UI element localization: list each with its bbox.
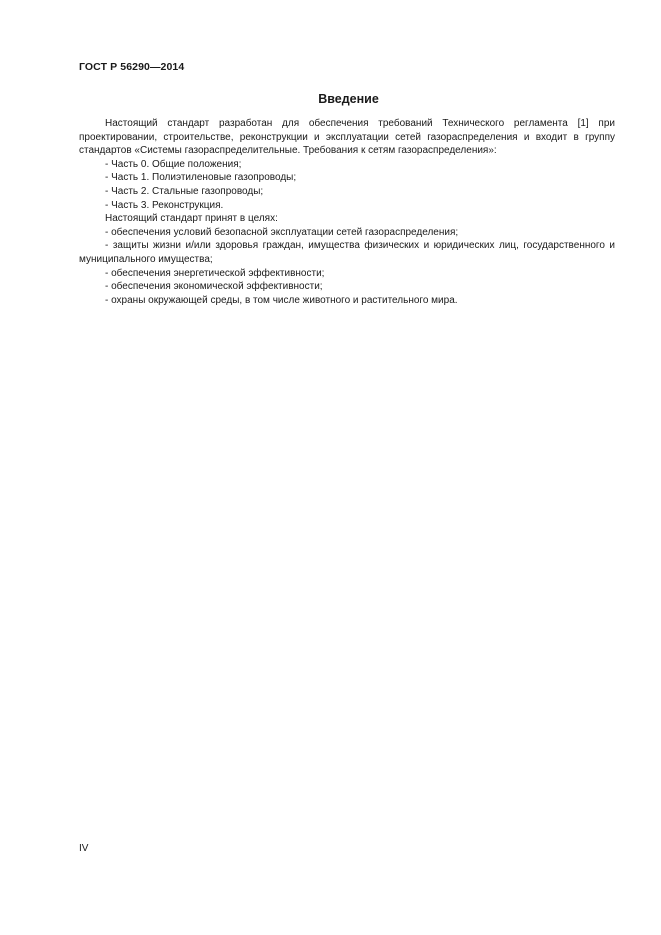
purpose-intro: Настоящий стандарт принят в целях: <box>105 213 278 225</box>
goal-item: - обеспечения экономической эффективности; <box>105 281 323 293</box>
part-item: - Часть 2. Стальные газопроводы; <box>105 185 264 197</box>
goal-item: - защиты жизни и/или здоровья граждан, имущества физических и юридических лиц, государственного и муниципального имущества; <box>79 240 615 265</box>
goal-item: - обеспечения условий безопасной эксплуатации сетей газораспределения; <box>105 226 459 238</box>
document-header <box>79 61 184 73</box>
document-body <box>79 117 615 307</box>
part-item: - Часть 3. Реконструкция. <box>105 199 224 211</box>
standard-id: ГОСТ Р 56290—2014 <box>79 61 185 73</box>
section-title: Введение <box>318 92 379 106</box>
part-item: - Часть 0. Общие положения; <box>105 158 242 170</box>
goal-item: - обеспечения энергетической эффективности; <box>105 267 325 279</box>
page-number: IV <box>79 843 89 854</box>
goal-item: - охраны окружающей среды, в том числе животного и растительного мира. <box>105 294 458 306</box>
intro-paragraph: Настоящий стандарт разработан для обеспечения требований Технического регламента [1] при проектировании, строительстве, реконструкции и эксплуатации сетей газораспределения и входит в группу стандартов «Системы газораспределительные. Требования к сетям газораспределения»: <box>79 118 615 157</box>
part-item: - Часть 1. Полиэтиленовые газопроводы; <box>105 172 297 184</box>
